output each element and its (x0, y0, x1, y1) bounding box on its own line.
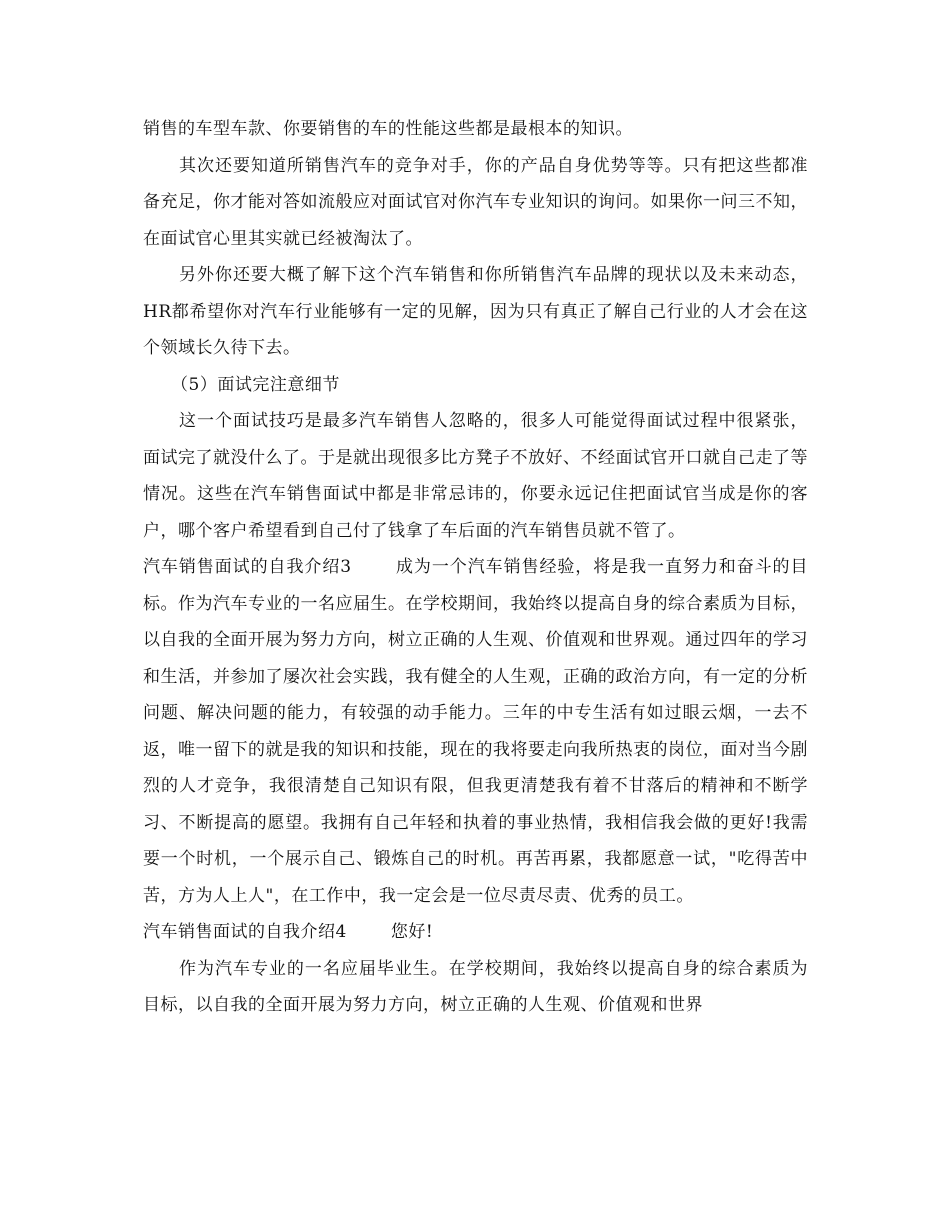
paragraph-industry-status: 另外你还要大概了解下这个汽车销售和你所销售汽车品牌的现状以及未来动态，HR都希望你对汽车行业能够有一定的见解，因为只有真正了解自己行业的人才会在这个领域长久待下去。 (143, 265, 808, 358)
subheading-details: （5）面试完注意细节 (171, 374, 340, 395)
document-body (143, 111, 808, 1024)
paragraph-competitors: 其次还要知道所销售汽车的竞争对手，你的产品自身优势等等。只有把这些都准备充足，你才能对答如流般应对面试官对你汽车专业知识的询问。如果你一问三不知，在面试官心里其实就已经被淘汰了。 (143, 155, 808, 249)
paragraph-continued: 销售的车型车款、你要销售的车的性能这些都是最根本的知识。 (143, 119, 633, 139)
section-3-body: 成为一个汽车销售经验，将是我一直努力和奋斗的目标。作为汽车专业的一名应届生。在学校期间，我始终以提高自身的综合素质为目标，以自我的全面开展为努力方向，树立正确的人生观、价值观和世界观。通过四年的学习和生活，并参加了屡次社会实践，我有健全的人生观，正确的政治方向，有一定的分析问题、解决问题的能力，有较强的动手能力。三年的中专生活有如过眼云烟，一去不返，唯一留下的就是我的知识和技能，现在的我将要走向我所热衷的岗位，面对当今剧烈的人才竞争，我很清楚自己知识有限，但我更清楚我有着不甘落后的精神和不断学习、不断提高的愿望。我拥有自己年轻和执着的事业热情，我相信我会做的更好!我需要一个时机，一个展示自己、锻炼自己的时机。再苦再累，我都愿意一试，"吃得苦中苦，方为人上人"，在工作中，我一定会是一位尽责尽责、优秀的员工。 (143, 557, 808, 906)
section-4-greeting: 您好! (390, 922, 434, 942)
section-3 (143, 549, 808, 914)
paragraph-details: 这一个面试技巧是最多汽车销售人忽略的，很多人可能觉得面试过程中很紧张，面试完了就没什么了。于是就出现很多比方凳子不放好、不经面试官开口就自己走了等情况。这些在汽车销售面试中都是非常忌讳的，你要永远记住把面试官当成是你的客户，哪个客户希望看到自己付了钱拿了车后面的汽车销售员就不管了。 (143, 411, 808, 541)
section-3-heading: 汽车销售面试的自我介绍3 (143, 557, 352, 577)
section-4-heading: 汽车销售面试的自我介绍4 (143, 922, 347, 942)
section-4-heading-line (143, 914, 808, 951)
section-4-body: 作为汽车专业的一名应届毕业生。在学校期间，我始终以提高自身的综合素质为目标，以自我的全面开展为努力方向，树立正确的人生观、价值观和世界 (143, 958, 808, 1015)
